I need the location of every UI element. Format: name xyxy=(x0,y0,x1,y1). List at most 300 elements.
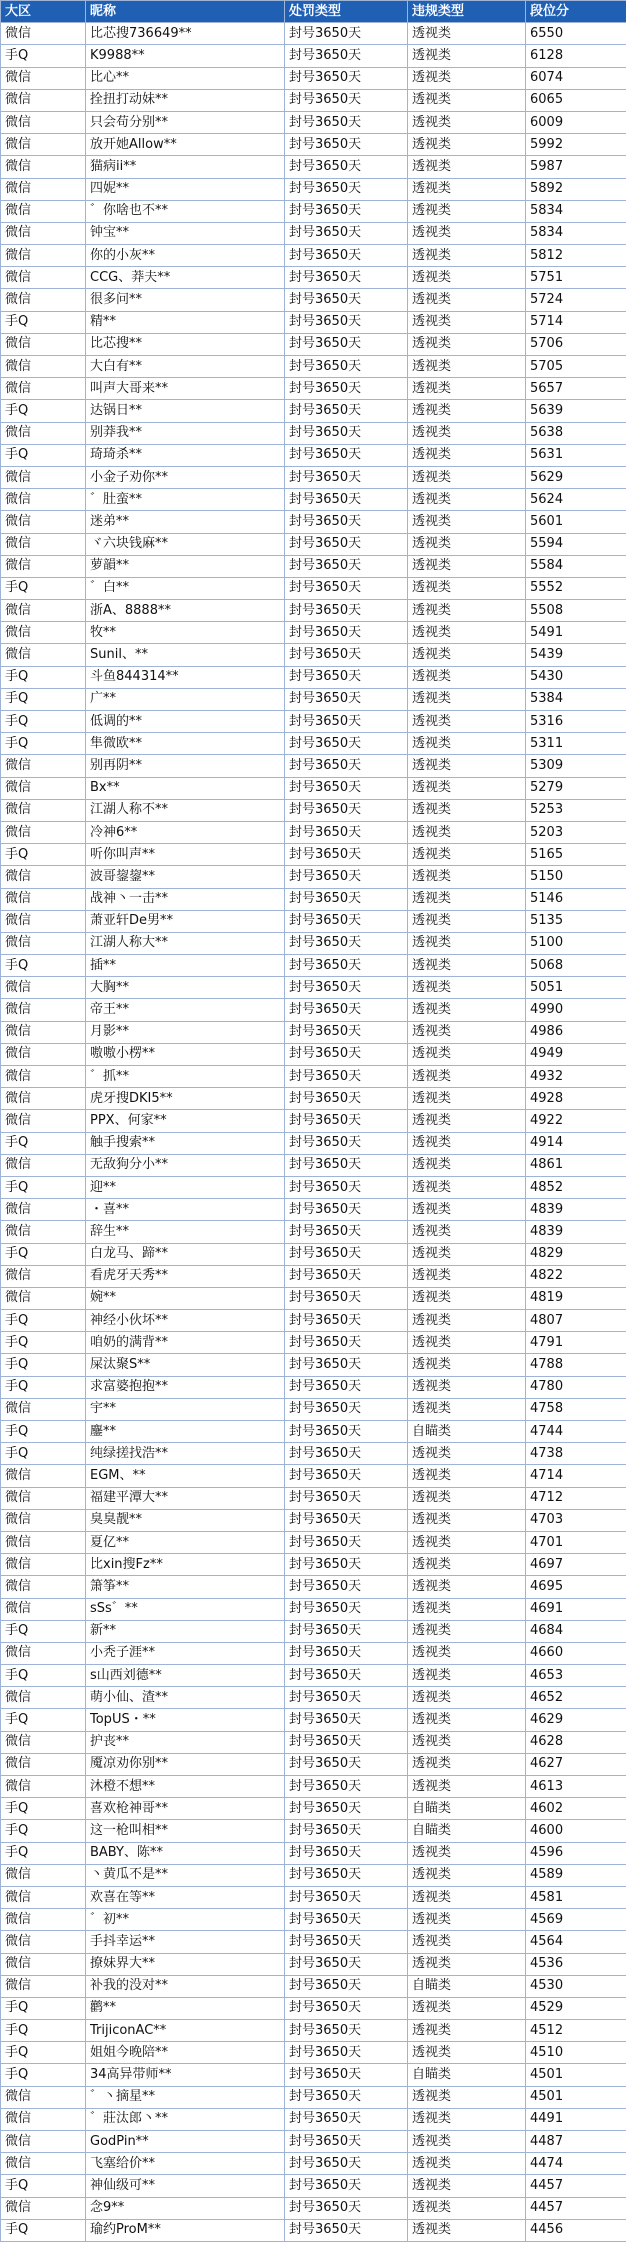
cell-violation-type: 透视类 xyxy=(408,533,526,555)
table-row xyxy=(1,333,626,355)
cell-rank-score: 5992 xyxy=(526,134,626,156)
cell-region: 微信 xyxy=(1,1066,86,1088)
table-row xyxy=(1,511,626,533)
cell-nickname: 冷神6** xyxy=(86,821,285,843)
cell-violation-type: 透视类 xyxy=(408,444,526,466)
table-row xyxy=(1,267,626,289)
cell-region: 微信 xyxy=(1,1487,86,1509)
cell-nickname: 小秃子涯** xyxy=(86,1642,285,1664)
cell-region: 微信 xyxy=(1,644,86,666)
cell-nickname: EGM、** xyxy=(86,1465,285,1487)
cell-region: 手Q xyxy=(1,733,86,755)
table-row xyxy=(1,1199,626,1221)
cell-rank-score: 4691 xyxy=(526,1598,626,1620)
cell-region: 手Q xyxy=(1,1665,86,1687)
cell-rank-score: 5279 xyxy=(526,777,626,799)
cell-nickname: K9988** xyxy=(86,45,285,67)
table-row xyxy=(1,245,626,267)
table-row xyxy=(1,1088,626,1110)
cell-penalty-type: 封号3650天 xyxy=(285,1176,408,1198)
cell-rank-score: 4758 xyxy=(526,1398,626,1420)
table-row xyxy=(1,821,626,843)
cell-nickname: TopUS・** xyxy=(86,1709,285,1731)
cell-nickname: 放开她Allow** xyxy=(86,134,285,156)
cell-rank-score: 4487 xyxy=(526,2131,626,2153)
cell-penalty-type: 封号3650天 xyxy=(285,1021,408,1043)
table-row xyxy=(1,111,626,133)
cell-penalty-type: 封号3650天 xyxy=(285,1509,408,1531)
cell-nickname: 神仙级可** xyxy=(86,2175,285,2197)
cell-violation-type: 透视类 xyxy=(408,600,526,622)
cell-region: 手Q xyxy=(1,1310,86,1332)
cell-region: 微信 xyxy=(1,932,86,954)
cell-violation-type: 透视类 xyxy=(408,2219,526,2241)
cell-rank-score: 4456 xyxy=(526,2219,626,2241)
cell-rank-score: 4652 xyxy=(526,1687,626,1709)
cell-penalty-type: 封号3650天 xyxy=(285,799,408,821)
cell-violation-type: 透视类 xyxy=(408,1487,526,1509)
header-penalty-type: 处罚类型 xyxy=(285,1,408,23)
cell-rank-score: 4602 xyxy=(526,1798,626,1820)
cell-region: 手Q xyxy=(1,844,86,866)
cell-violation-type: 透视类 xyxy=(408,866,526,888)
cell-region: 手Q xyxy=(1,400,86,422)
cell-region: 微信 xyxy=(1,67,86,89)
cell-region: 微信 xyxy=(1,489,86,511)
cell-penalty-type: 封号3650天 xyxy=(285,1221,408,1243)
cell-region: 微信 xyxy=(1,2086,86,2108)
cell-rank-score: 4512 xyxy=(526,2020,626,2042)
cell-nickname: 大胸** xyxy=(86,977,285,999)
cell-penalty-type: 封号3650天 xyxy=(285,1154,408,1176)
cell-region: 微信 xyxy=(1,1088,86,1110)
cell-penalty-type: 封号3650天 xyxy=(285,888,408,910)
cell-region: 微信 xyxy=(1,289,86,311)
table-row xyxy=(1,755,626,777)
cell-violation-type: 透视类 xyxy=(408,1110,526,1132)
cell-region: 手Q xyxy=(1,1620,86,1642)
cell-nickname: 飞塞给价** xyxy=(86,2153,285,2175)
table-row xyxy=(1,289,626,311)
cell-violation-type: 透视类 xyxy=(408,2175,526,2197)
cell-violation-type: 透视类 xyxy=(408,711,526,733)
table-row xyxy=(1,533,626,555)
cell-rank-score: 4457 xyxy=(526,2197,626,2219)
table-row xyxy=(1,1509,626,1531)
cell-violation-type: 透视类 xyxy=(408,1376,526,1398)
cell-rank-score: 4501 xyxy=(526,2086,626,2108)
cell-penalty-type: 封号3650天 xyxy=(285,1043,408,1065)
table-row xyxy=(1,799,626,821)
cell-penalty-type: 封号3650天 xyxy=(285,2042,408,2064)
table-body xyxy=(1,23,626,2242)
cell-nickname: 新** xyxy=(86,1620,285,1642)
table-row xyxy=(1,422,626,444)
header-rank-score: 段位分 xyxy=(526,1,626,23)
table-row xyxy=(1,1531,626,1553)
cell-penalty-type: 封号3650天 xyxy=(285,1864,408,1886)
table-row xyxy=(1,1731,626,1753)
cell-violation-type: 透视类 xyxy=(408,577,526,599)
cell-penalty-type: 封号3650天 xyxy=(285,1620,408,1642)
cell-region: 微信 xyxy=(1,200,86,222)
cell-region: 微信 xyxy=(1,156,86,178)
table-row xyxy=(1,622,626,644)
table-row xyxy=(1,555,626,577)
cell-penalty-type: 封号3650天 xyxy=(285,1310,408,1332)
cell-penalty-type: 封号3650天 xyxy=(285,666,408,688)
cell-violation-type: 透视类 xyxy=(408,1753,526,1775)
cell-violation-type: 透视类 xyxy=(408,1931,526,1953)
cell-penalty-type: 封号3650天 xyxy=(285,23,408,45)
cell-violation-type: 自瞄类 xyxy=(408,1421,526,1443)
cell-violation-type: 透视类 xyxy=(408,2086,526,2108)
cell-violation-type: 透视类 xyxy=(408,311,526,333)
table-row xyxy=(1,1842,626,1864)
cell-region: 手Q xyxy=(1,1132,86,1154)
cell-region: 微信 xyxy=(1,533,86,555)
cell-rank-score: 5146 xyxy=(526,888,626,910)
cell-region: 手Q xyxy=(1,45,86,67)
cell-penalty-type: 封号3650天 xyxy=(285,378,408,400)
cell-rank-score: 5601 xyxy=(526,511,626,533)
table-row xyxy=(1,2064,626,2086)
cell-penalty-type: 封号3650天 xyxy=(285,1199,408,1221)
cell-violation-type: 透视类 xyxy=(408,1665,526,1687)
cell-violation-type: 透视类 xyxy=(408,2131,526,2153)
cell-rank-score: 4712 xyxy=(526,1487,626,1509)
cell-penalty-type: 封号3650天 xyxy=(285,1265,408,1287)
cell-penalty-type: 封号3650天 xyxy=(285,1088,408,1110)
cell-penalty-type: 封号3650天 xyxy=(285,1354,408,1376)
cell-rank-score: 5624 xyxy=(526,489,626,511)
table-row xyxy=(1,1487,626,1509)
cell-rank-score: 4949 xyxy=(526,1043,626,1065)
cell-region: 手Q xyxy=(1,1332,86,1354)
cell-penalty-type: 封号3650天 xyxy=(285,267,408,289)
cell-region: 微信 xyxy=(1,1531,86,1553)
cell-nickname: 婉** xyxy=(86,1287,285,1309)
cell-nickname: 钟宝** xyxy=(86,222,285,244)
cell-region: 微信 xyxy=(1,755,86,777)
cell-penalty-type: 封号3650天 xyxy=(285,2219,408,2241)
cell-violation-type: 透视类 xyxy=(408,777,526,799)
table-row xyxy=(1,2108,626,2130)
table-row xyxy=(1,977,626,999)
cell-rank-score: 4807 xyxy=(526,1310,626,1332)
cell-violation-type: 透视类 xyxy=(408,67,526,89)
header-nickname: 昵称 xyxy=(86,1,285,23)
cell-violation-type: 自瞄类 xyxy=(408,2064,526,2086)
table-row xyxy=(1,1176,626,1198)
cell-rank-score: 4932 xyxy=(526,1066,626,1088)
cell-rank-score: 5311 xyxy=(526,733,626,755)
cell-rank-score: 4628 xyxy=(526,1731,626,1753)
cell-violation-type: 透视类 xyxy=(408,977,526,999)
cell-rank-score: 4600 xyxy=(526,1820,626,1842)
cell-violation-type: 透视类 xyxy=(408,489,526,511)
cell-region: 微信 xyxy=(1,267,86,289)
table-row xyxy=(1,1221,626,1243)
cell-violation-type: 透视类 xyxy=(408,1554,526,1576)
cell-rank-score: 5631 xyxy=(526,444,626,466)
cell-region: 微信 xyxy=(1,1509,86,1531)
table-row xyxy=(1,666,626,688)
cell-region: 微信 xyxy=(1,1909,86,1931)
table-row xyxy=(1,1398,626,1420)
cell-nickname: 小金子劝你** xyxy=(86,466,285,488)
table-row xyxy=(1,222,626,244)
cell-penalty-type: 封号3650天 xyxy=(285,333,408,355)
cell-violation-type: 透视类 xyxy=(408,2153,526,2175)
cell-penalty-type: 封号3650天 xyxy=(285,1531,408,1553)
cell-violation-type: 透视类 xyxy=(408,89,526,111)
cell-rank-score: 4695 xyxy=(526,1576,626,1598)
cell-rank-score: 5508 xyxy=(526,600,626,622)
cell-nickname: 姐姐今晚陪** xyxy=(86,2042,285,2064)
cell-rank-score: 4613 xyxy=(526,1776,626,1798)
cell-region: 手Q xyxy=(1,1176,86,1198)
cell-region: 手Q xyxy=(1,577,86,599)
cell-violation-type: 透视类 xyxy=(408,1620,526,1642)
cell-region: 手Q xyxy=(1,444,86,466)
cell-nickname: 听你叫声** xyxy=(86,844,285,866)
cell-nickname: 触手搜索** xyxy=(86,1132,285,1154)
cell-violation-type: 透视类 xyxy=(408,2042,526,2064)
cell-penalty-type: 封号3650天 xyxy=(285,1066,408,1088)
table-row xyxy=(1,1066,626,1088)
cell-penalty-type: 封号3650天 xyxy=(285,67,408,89)
cell-region: 微信 xyxy=(1,356,86,378)
table-row xyxy=(1,356,626,378)
cell-region: 微信 xyxy=(1,866,86,888)
cell-nickname: 波哥鋆鋆** xyxy=(86,866,285,888)
cell-region: 微信 xyxy=(1,999,86,1021)
cell-region: 微信 xyxy=(1,1886,86,1908)
cell-violation-type: 透视类 xyxy=(408,1043,526,1065)
cell-penalty-type: 封号3650天 xyxy=(285,844,408,866)
cell-region: 微信 xyxy=(1,977,86,999)
table-row xyxy=(1,200,626,222)
cell-penalty-type: 封号3650天 xyxy=(285,777,408,799)
table-row xyxy=(1,1909,626,1931)
table-row xyxy=(1,866,626,888)
cell-nickname: 迎** xyxy=(86,1176,285,1198)
table-row xyxy=(1,1421,626,1443)
cell-penalty-type: 封号3650天 xyxy=(285,2108,408,2130)
cell-rank-score: 5834 xyxy=(526,200,626,222)
cell-penalty-type: 封号3650天 xyxy=(285,1687,408,1709)
cell-nickname: 迷弟** xyxy=(86,511,285,533)
cell-nickname: 求富婆抱抱** xyxy=(86,1376,285,1398)
cell-violation-type: 透视类 xyxy=(408,1509,526,1531)
cell-rank-score: 5068 xyxy=(526,955,626,977)
cell-region: 手Q xyxy=(1,2042,86,2064)
cell-rank-score: 4529 xyxy=(526,1997,626,2019)
cell-region: 微信 xyxy=(1,622,86,644)
cell-rank-score: 5714 xyxy=(526,311,626,333)
cell-region: 手Q xyxy=(1,711,86,733)
table-row xyxy=(1,67,626,89)
cell-rank-score: 4839 xyxy=(526,1199,626,1221)
cell-violation-type: 透视类 xyxy=(408,1465,526,1487)
cell-violation-type: 透视类 xyxy=(408,400,526,422)
cell-rank-score: 4714 xyxy=(526,1465,626,1487)
cell-rank-score: 4928 xyxy=(526,1088,626,1110)
cell-nickname: 瑜约ProM** xyxy=(86,2219,285,2241)
cell-nickname: 夏亿** xyxy=(86,1531,285,1553)
cell-violation-type: 透视类 xyxy=(408,1776,526,1798)
cell-region: 微信 xyxy=(1,1287,86,1309)
cell-rank-score: 5706 xyxy=(526,333,626,355)
cell-violation-type: 透视类 xyxy=(408,1531,526,1553)
cell-violation-type: 透视类 xyxy=(408,1310,526,1332)
cell-penalty-type: 封号3650天 xyxy=(285,1421,408,1443)
cell-violation-type: 透视类 xyxy=(408,1398,526,1420)
cell-penalty-type: 封号3650天 xyxy=(285,1576,408,1598)
cell-region: 微信 xyxy=(1,1199,86,1221)
cell-rank-score: 5751 xyxy=(526,267,626,289)
table-row xyxy=(1,844,626,866)
cell-region: 微信 xyxy=(1,821,86,843)
cell-rank-score: 4822 xyxy=(526,1265,626,1287)
cell-rank-score: 4986 xyxy=(526,1021,626,1043)
table-row xyxy=(1,733,626,755)
table-row xyxy=(1,1798,626,1820)
table-row xyxy=(1,1287,626,1309)
cell-nickname: BABY、陈** xyxy=(86,1842,285,1864)
table-row xyxy=(1,888,626,910)
cell-nickname: 只会苟分别** xyxy=(86,111,285,133)
cell-rank-score: 5594 xyxy=(526,533,626,555)
cell-region: 微信 xyxy=(1,245,86,267)
cell-rank-score: 4819 xyxy=(526,1287,626,1309)
cell-nickname: 战神丶一击** xyxy=(86,888,285,910)
cell-rank-score: 5552 xyxy=(526,577,626,599)
cell-nickname: 神经小伙坏** xyxy=(86,1310,285,1332)
cell-nickname: 萧亚轩De男** xyxy=(86,910,285,932)
cell-penalty-type: 封号3650天 xyxy=(285,977,408,999)
table-row xyxy=(1,489,626,511)
header-row xyxy=(1,1,626,23)
cell-violation-type: 透视类 xyxy=(408,1332,526,1354)
cell-penalty-type: 封号3650天 xyxy=(285,999,408,1021)
cell-nickname: 隼微欧** xyxy=(86,733,285,755)
cell-region: 微信 xyxy=(1,1021,86,1043)
cell-nickname: 比芯搜736649** xyxy=(86,23,285,45)
cell-nickname: 丶黄瓜不是** xyxy=(86,1864,285,1886)
cell-nickname: 叫声大哥来** xyxy=(86,378,285,400)
cell-nickname: ゛抓** xyxy=(86,1066,285,1088)
cell-region: 微信 xyxy=(1,777,86,799)
cell-nickname: 鏖** xyxy=(86,1421,285,1443)
cell-penalty-type: 封号3650天 xyxy=(285,2064,408,2086)
cell-nickname: ゛你啥也不** xyxy=(86,200,285,222)
cell-penalty-type: 封号3650天 xyxy=(285,1776,408,1798)
table-row xyxy=(1,1132,626,1154)
cell-penalty-type: 封号3650天 xyxy=(285,511,408,533)
cell-nickname: ・喜** xyxy=(86,1199,285,1221)
cell-violation-type: 透视类 xyxy=(408,1132,526,1154)
table-row xyxy=(1,2197,626,2219)
cell-violation-type: 透视类 xyxy=(408,1243,526,1265)
cell-rank-score: 4510 xyxy=(526,2042,626,2064)
cell-nickname: Sunil、** xyxy=(86,644,285,666)
cell-rank-score: 4738 xyxy=(526,1443,626,1465)
cell-violation-type: 透视类 xyxy=(408,1265,526,1287)
cell-region: 微信 xyxy=(1,23,86,45)
cell-nickname: 月影** xyxy=(86,1021,285,1043)
cell-violation-type: 透视类 xyxy=(408,1953,526,1975)
cell-penalty-type: 封号3650天 xyxy=(285,932,408,954)
cell-rank-score: 4474 xyxy=(526,2153,626,2175)
cell-nickname: 萝韻** xyxy=(86,555,285,577)
cell-penalty-type: 封号3650天 xyxy=(285,1642,408,1664)
cell-rank-score: 5253 xyxy=(526,799,626,821)
cell-region: 微信 xyxy=(1,222,86,244)
cell-region: 微信 xyxy=(1,1154,86,1176)
cell-rank-score: 4697 xyxy=(526,1554,626,1576)
cell-region: 微信 xyxy=(1,600,86,622)
table-row xyxy=(1,1776,626,1798)
table-row xyxy=(1,644,626,666)
cell-rank-score: 4788 xyxy=(526,1354,626,1376)
table-row xyxy=(1,1665,626,1687)
cell-region: 微信 xyxy=(1,2131,86,2153)
cell-rank-score: 4744 xyxy=(526,1421,626,1443)
cell-nickname: 斗鱼844314** xyxy=(86,666,285,688)
cell-region: 微信 xyxy=(1,1642,86,1664)
table-row xyxy=(1,2086,626,2108)
cell-violation-type: 透视类 xyxy=(408,1066,526,1088)
cell-region: 微信 xyxy=(1,333,86,355)
cell-violation-type: 透视类 xyxy=(408,1176,526,1198)
cell-rank-score: 5165 xyxy=(526,844,626,866)
cell-penalty-type: 封号3650天 xyxy=(285,1820,408,1842)
cell-rank-score: 4791 xyxy=(526,1332,626,1354)
cell-region: 微信 xyxy=(1,1864,86,1886)
cell-penalty-type: 封号3650天 xyxy=(285,489,408,511)
cell-region: 微信 xyxy=(1,1953,86,1975)
cell-violation-type: 透视类 xyxy=(408,821,526,843)
table-row xyxy=(1,1465,626,1487)
cell-nickname: 浙A、8888** xyxy=(86,600,285,622)
cell-nickname: Bx** xyxy=(86,777,285,799)
cell-nickname: 看虎牙天秀** xyxy=(86,1265,285,1287)
table-row xyxy=(1,1265,626,1287)
cell-violation-type: 自瞄类 xyxy=(408,1975,526,1997)
cell-violation-type: 透视类 xyxy=(408,1154,526,1176)
cell-region: 微信 xyxy=(1,178,86,200)
cell-region: 微信 xyxy=(1,1598,86,1620)
cell-penalty-type: 封号3650天 xyxy=(285,2153,408,2175)
cell-nickname: sSs゛** xyxy=(86,1598,285,1620)
cell-rank-score: 5051 xyxy=(526,977,626,999)
cell-nickname: 辞生** xyxy=(86,1221,285,1243)
cell-penalty-type: 封号3650天 xyxy=(285,178,408,200)
cell-rank-score: 4684 xyxy=(526,1620,626,1642)
cell-rank-score: 4569 xyxy=(526,1909,626,1931)
cell-penalty-type: 封号3650天 xyxy=(285,1842,408,1864)
cell-region: 微信 xyxy=(1,799,86,821)
cell-penalty-type: 封号3650天 xyxy=(285,1332,408,1354)
cell-rank-score: 5439 xyxy=(526,644,626,666)
cell-region: 微信 xyxy=(1,2108,86,2130)
cell-rank-score: 5987 xyxy=(526,156,626,178)
cell-violation-type: 透视类 xyxy=(408,267,526,289)
cell-rank-score: 4564 xyxy=(526,1931,626,1953)
table-row xyxy=(1,444,626,466)
